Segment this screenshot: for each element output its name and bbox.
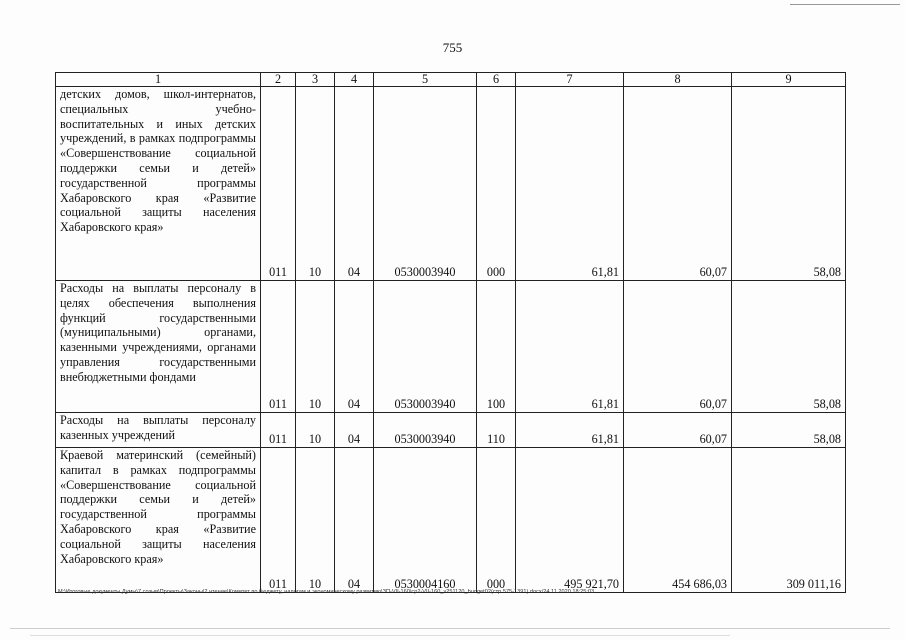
table-row (56, 448, 846, 593)
row-code-section: 10 (296, 87, 335, 281)
row-code-section: 10 (296, 281, 335, 413)
header-cell-6: 6 (477, 73, 516, 87)
row-amount-1: 61,81 (516, 413, 624, 448)
row-code-expense-type: 100 (477, 281, 516, 413)
row-code-ministry: 011 (261, 413, 296, 448)
table-row (56, 281, 846, 413)
row-amount-2: 60,07 (624, 281, 732, 413)
page-number: 755 (442, 40, 463, 55)
row-amount-3: 58,08 (732, 87, 846, 281)
file-path-footer: M:\Итоговые документы Думы\7 созыв\Проекты\Законы\2 чтение\Комитет по бюджету, налогам и экономическому развитию\ЗП-VII-160\ср2-VII-160_v251120_budget02(стр 575-1391).docx/24.11.2020 18:25:03 (58, 589, 595, 595)
header-cell-5: 5 (374, 73, 477, 87)
header-cell-8: 8 (624, 73, 732, 87)
row-code-section: 10 (296, 413, 335, 448)
row-code-expense-type: 000 (477, 448, 516, 593)
row-code-expense-type: 000 (477, 87, 516, 281)
row-amount-2: 60,07 (624, 413, 732, 448)
row-amount-2: 60,07 (624, 87, 732, 281)
row-amount-3: 309 011,16 (732, 448, 846, 593)
row-amount-2: 454 686,03 (624, 448, 732, 593)
row-amount-1: 495 921,70 (516, 448, 624, 593)
row-code-target: 0530003940 (374, 281, 477, 413)
header-cell-4: 4 (335, 73, 374, 87)
row-description: Расходы на выплаты персоналу в целях обеспечения выполнения функций государственными (муниципальными) органами, казенными учреждениями, органами управления государственными внебюджетными фондами (56, 281, 261, 413)
row-description: Краевой материнский (семейный) капитал в рамках подпрограммы «Совершенствование социальной поддержки семьи и детей» государственной программы Хабаровского края «Развитие социальной защиты населения Хабаровского края» (56, 448, 261, 593)
row-amount-3: 58,08 (732, 413, 846, 448)
row-code-subsection: 04 (335, 413, 374, 448)
row-description: Расходы на выплаты персоналу казенных учреждений (56, 413, 261, 448)
table-row (56, 413, 846, 448)
row-code-target: 0530004160 (374, 448, 477, 593)
top-edge-line (790, 4, 900, 5)
header-cell-9: 9 (732, 73, 846, 87)
row-amount-1: 61,81 (516, 281, 624, 413)
row-description: детских домов, школ-интернатов, специальных учебно-воспитательных и иных детских учреждений, в рамках подпрограммы «Совершенствование социальной поддержки семьи и детей» государственной программы Хабаровского края «Развитие социальной защиты населения Хабаровского края» (56, 87, 261, 281)
row-code-ministry: 011 (261, 281, 296, 413)
row-amount-1: 61,81 (516, 87, 624, 281)
row-code-subsection: 04 (335, 87, 374, 281)
header-cell-2: 2 (261, 73, 296, 87)
header-cell-3: 3 (296, 73, 335, 87)
row-code-subsection: 04 (335, 448, 374, 593)
row-code-target: 0530003940 (374, 413, 477, 448)
row-amount-3: 58,08 (732, 281, 846, 413)
row-code-expense-type: 110 (477, 413, 516, 448)
row-code-target: 0530003940 (374, 87, 477, 281)
table-row (56, 87, 846, 281)
row-code-ministry: 011 (261, 448, 296, 593)
table-header-row (56, 73, 846, 87)
scan-artifact-line (10, 628, 890, 629)
row-code-section: 10 (296, 448, 335, 593)
scan-artifact-line (30, 635, 730, 636)
row-code-subsection: 04 (335, 281, 374, 413)
budget-table (55, 72, 846, 593)
header-cell-1: 1 (56, 73, 261, 87)
row-code-ministry: 011 (261, 87, 296, 281)
header-cell-7: 7 (516, 73, 624, 87)
